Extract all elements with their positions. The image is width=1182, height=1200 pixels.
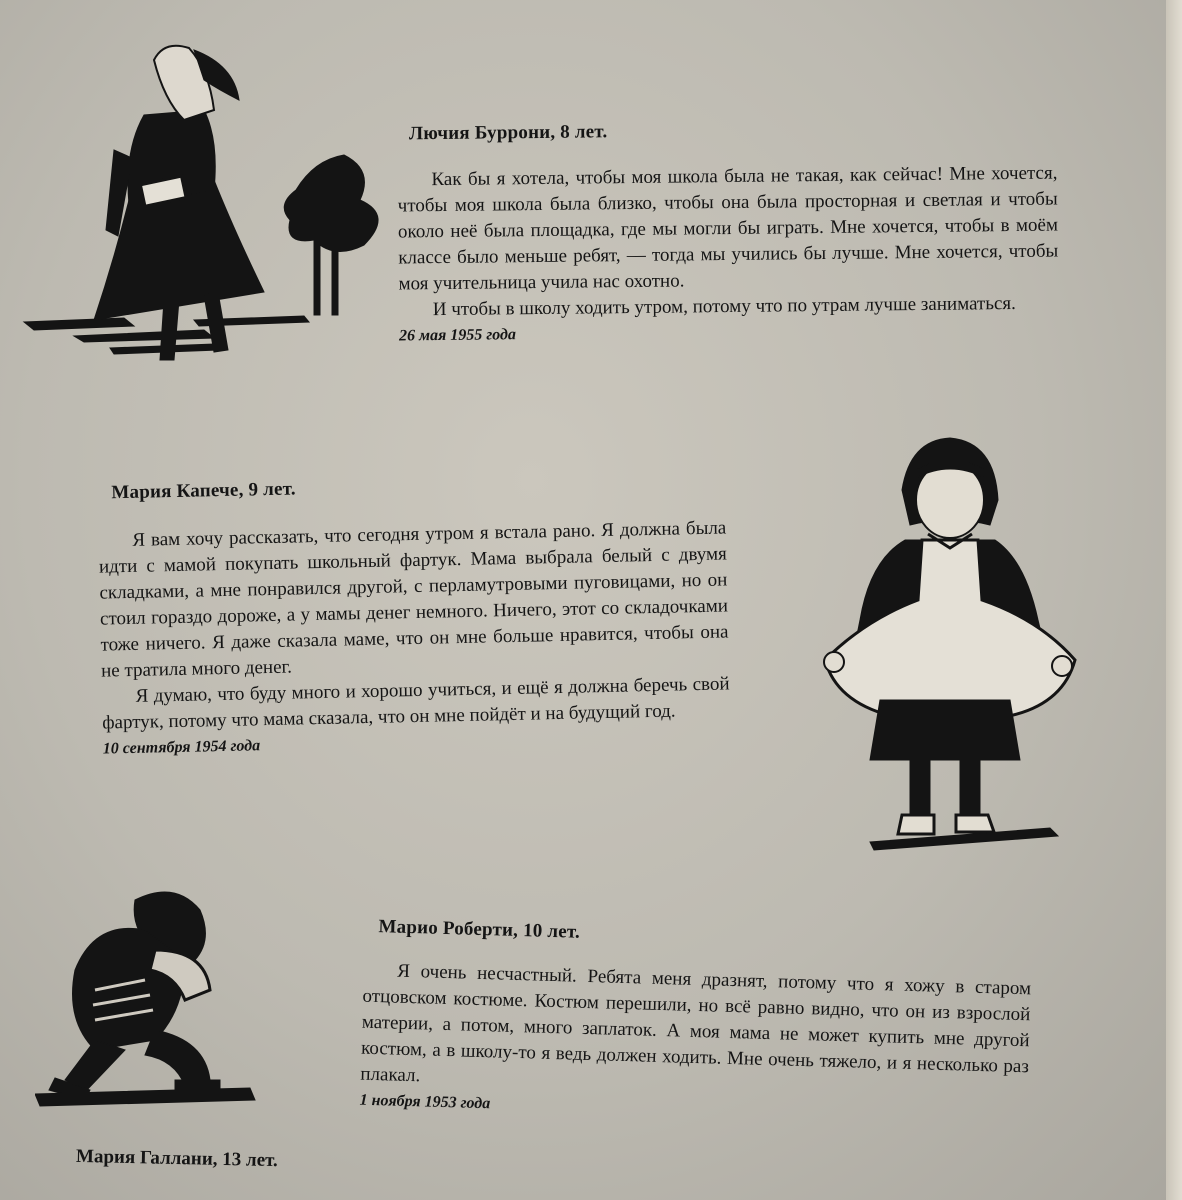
entry-paragraph: Я очень несчастный. Ребята меня дразнят, потому что я хожу в старом отцовском костюме. Костюм перешили, но всё равно видно, что он из взрослой материи, а потом, много заплаток. А моя мама не может купить мне другой костюм, а в школу-то я ведь должен ходить. Мне очень тяжело, и я несколько раз плакал. [360, 960, 1032, 1087]
entry-date: 1 ноября 1953 года [359, 1091, 491, 1113]
entry-author: Марио Роберти, 10 лет. [378, 916, 581, 943]
crying-boy-illustration [35, 880, 260, 1120]
entry-author: Лючия Буррони, 8 лет. [408, 121, 608, 145]
entry-maria-kapeche [97, 469, 731, 758]
entry-paragraph: Как бы я хотела, чтобы моя школа была не такая, как сейчас! Мне хочется, чтобы моя школа была близко, чтобы она была просторная и светлая и чтобы около неё была площадка, где мы могли бы играть. Мне хочется, чтобы в моём классе было меньше ребят, — тогда мы учились бы лучше. Мне хочется, чтобы моя учительница учила нас охотно. [397, 162, 1059, 295]
entry-paragraph: И чтобы в школу ходить утром, потому что по утрам лучше заниматься. [432, 292, 1016, 321]
girl-with-apron-illustration [810, 430, 1080, 860]
entry-paragraph: Я думаю, что буду много и хорошо учиться, и ещё я должна беречь свой фартук, потому что мама сказала, что он мне пойдёт и на будущий год. [101, 673, 730, 734]
entry-date: 26 мая 1955 года [398, 326, 517, 345]
girl-walking-illustration [14, 30, 394, 370]
entry-date: 10 сентября 1954 года [102, 737, 261, 758]
entry-lucia [397, 117, 1059, 346]
page-edge [1166, 0, 1182, 1200]
bottom-caption: Мария Галлани, 13 лет. [75, 1145, 278, 1172]
entry-author: Мария Капече, 9 лет. [111, 478, 296, 504]
entry-mario [359, 916, 1032, 1129]
entry-paragraph: Я вам хочу рассказать, что сегодня утром я встала рано. Я должна была идти с мамой покупать школьный фартук. Мама выбрала белый с двумя складками, а мне понравился другой, с перламутровыми пуговицами, но он стоил гораздо дороже, а у мамы денег немного. Ничего, этот со складочками тоже ничего. Я даже сказала маме, что он мне больше нравится, чтобы она не тратила много денег. [98, 517, 729, 682]
